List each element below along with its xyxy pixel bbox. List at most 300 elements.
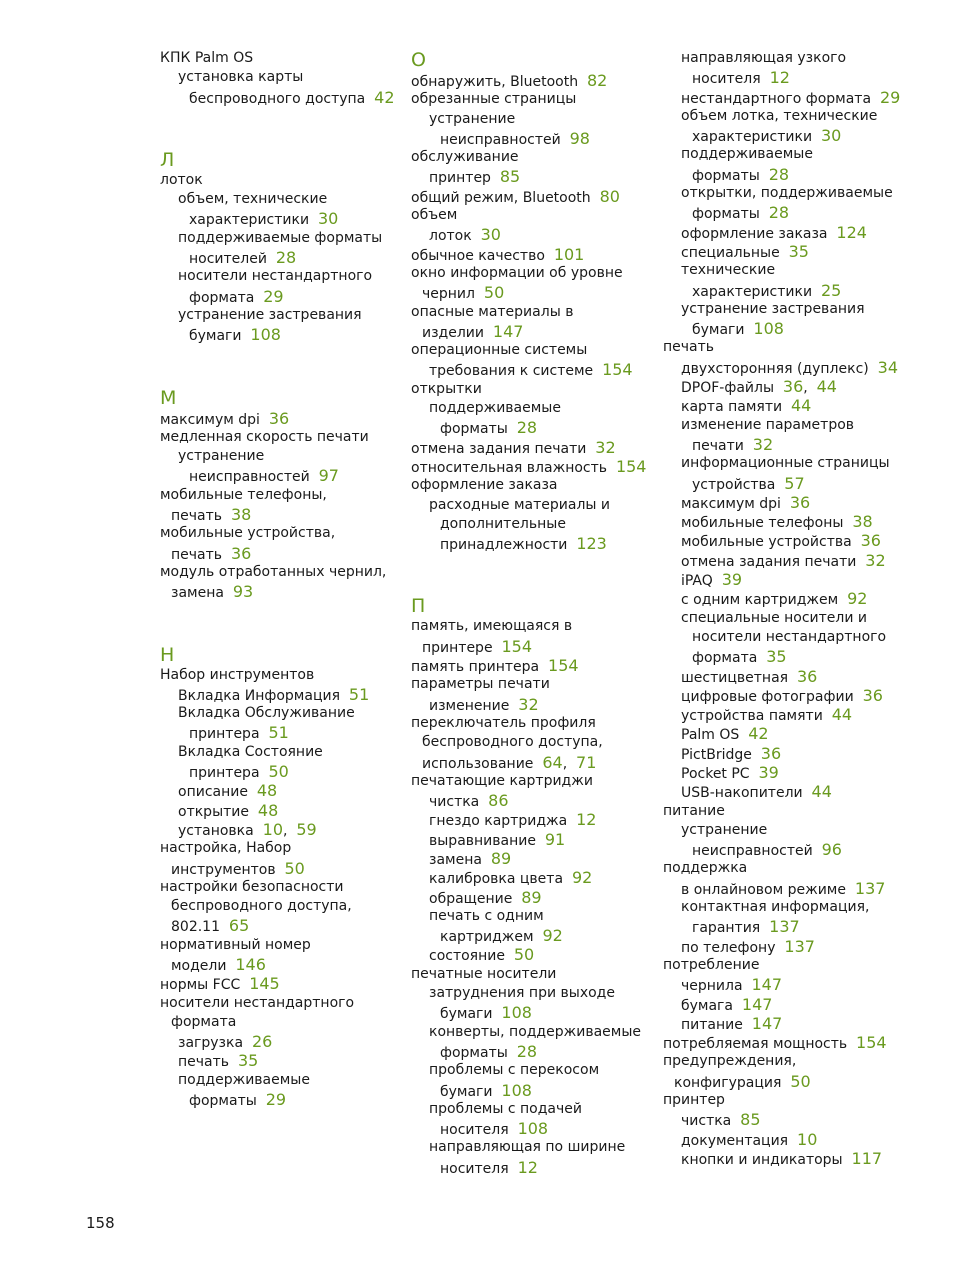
index-entry bbox=[663, 223, 903, 242]
page-reference-link[interactable]: 123 bbox=[576, 534, 607, 554]
index-entry bbox=[411, 399, 651, 418]
index-entry bbox=[411, 637, 651, 656]
section-letter: Н bbox=[160, 643, 175, 666]
index-term: носителя bbox=[440, 1122, 509, 1139]
index-entry bbox=[160, 524, 392, 543]
index-term: специальные носители и bbox=[681, 609, 868, 626]
page-reference-link[interactable]: 154 bbox=[548, 656, 579, 676]
index-entry bbox=[160, 916, 392, 935]
index-entry bbox=[663, 724, 903, 743]
page-reference-link[interactable]: 35 bbox=[766, 647, 787, 667]
page-reference-link[interactable]: 12 bbox=[576, 810, 597, 830]
page-reference-link[interactable]: 92 bbox=[847, 589, 868, 609]
index-term: питание bbox=[681, 1016, 743, 1033]
index-term: принтер bbox=[429, 170, 491, 187]
page-reference-link[interactable]: 36 bbox=[782, 377, 804, 397]
page-reference-link[interactable]: 91 bbox=[544, 829, 566, 849]
index-entry bbox=[663, 956, 903, 975]
index-entry bbox=[160, 1051, 392, 1070]
index-entry bbox=[411, 907, 651, 926]
index-entry bbox=[663, 454, 903, 473]
index-term: бумаги bbox=[440, 1083, 493, 1100]
page-reference-link[interactable]: 10 bbox=[797, 1129, 818, 1149]
index-term: принтера bbox=[189, 765, 260, 782]
index-entry bbox=[411, 849, 651, 868]
index-entry bbox=[663, 879, 903, 898]
index-term: относительная влажность bbox=[411, 459, 608, 476]
page-reference-link[interactable]: 35 bbox=[237, 1051, 259, 1071]
page-reference-link[interactable]: 50 bbox=[483, 283, 505, 303]
index-entry bbox=[663, 821, 903, 840]
page-reference-link[interactable]: 44 bbox=[816, 377, 837, 397]
page-reference-link[interactable]: 34 bbox=[877, 357, 898, 377]
page-reference-link[interactable]: 59 bbox=[296, 819, 317, 839]
index-entry bbox=[160, 229, 392, 248]
page-reference-link[interactable]: 28 bbox=[768, 164, 790, 184]
index-entry bbox=[160, 781, 392, 800]
index-entry bbox=[411, 206, 651, 225]
page-reference-link[interactable]: 29 bbox=[263, 286, 284, 306]
page-reference-link[interactable]: 32 bbox=[595, 437, 616, 457]
index-term: печать bbox=[178, 1054, 230, 1071]
index-term: форматы bbox=[189, 1093, 257, 1110]
page-reference-link[interactable]: 42 bbox=[748, 724, 769, 744]
index-entry bbox=[411, 1081, 651, 1100]
page-reference-link[interactable]: 137 bbox=[769, 917, 800, 937]
index-term: бумаги bbox=[692, 322, 745, 339]
page-reference-link[interactable]: 154 bbox=[501, 636, 533, 656]
index-term: открытки bbox=[411, 380, 482, 397]
page-reference-link[interactable]: 30 bbox=[820, 126, 842, 146]
page-reference-link[interactable]: 39 bbox=[758, 762, 779, 782]
index-term: память принтера bbox=[411, 659, 540, 676]
index-entry bbox=[411, 245, 651, 264]
page-reference-link[interactable]: 57 bbox=[784, 473, 805, 493]
index-entry bbox=[160, 994, 392, 1013]
page-reference-link[interactable]: 147 bbox=[751, 1013, 783, 1033]
index-entry bbox=[160, 743, 392, 762]
index-term: Набор инструментов bbox=[160, 666, 315, 683]
section-gap bbox=[160, 345, 392, 387]
page-reference-link[interactable]: 51 bbox=[348, 684, 370, 704]
index-term: замена bbox=[429, 851, 482, 868]
index-entry bbox=[411, 303, 651, 322]
index-entry bbox=[411, 225, 651, 244]
index-term: печати bbox=[692, 437, 744, 454]
page-reference-link[interactable]: 51 bbox=[268, 723, 289, 743]
index-entry bbox=[411, 360, 651, 379]
index-term: нестандартного формата bbox=[681, 90, 872, 107]
index-term: направляющая по ширине bbox=[429, 1139, 626, 1156]
index-term: настройки безопасности bbox=[160, 878, 344, 895]
index-entry bbox=[160, 955, 392, 974]
index-term: бумага bbox=[681, 997, 733, 1014]
section-letter: М bbox=[160, 386, 177, 409]
page-reference-link[interactable]: 36 bbox=[796, 666, 818, 686]
index-term: формата bbox=[189, 289, 255, 306]
index-term: устранение bbox=[178, 448, 265, 465]
index-term: нормативный номер bbox=[160, 936, 311, 953]
index-term: обращение bbox=[429, 890, 513, 907]
page-reference-link[interactable]: 44 bbox=[790, 396, 812, 416]
index-term: установка карты bbox=[178, 69, 304, 86]
index-term: характеристики bbox=[692, 283, 813, 300]
index-entry bbox=[160, 49, 392, 68]
index-entry bbox=[411, 1138, 651, 1157]
index-entry bbox=[160, 267, 392, 286]
page-reference-link[interactable]: 108 bbox=[517, 1119, 549, 1139]
index-entry bbox=[411, 457, 651, 476]
page-reference-link[interactable]: 71 bbox=[576, 752, 597, 772]
index-term: мобильные телефоны, bbox=[160, 486, 327, 503]
index-entry bbox=[411, 110, 651, 129]
index-term: DPOF-файлы bbox=[681, 380, 774, 397]
page-reference-link[interactable]: 96 bbox=[821, 840, 842, 860]
page-reference-link[interactable]: 93 bbox=[232, 582, 254, 602]
index-term: беспроводного доступа, bbox=[422, 734, 603, 751]
index-entry bbox=[663, 937, 903, 956]
index-term: расходные материалы и bbox=[429, 496, 610, 513]
index-term: опасные материалы в bbox=[411, 303, 574, 320]
page-reference-link[interactable]: 82 bbox=[587, 71, 608, 90]
page-reference-link[interactable]: 28 bbox=[516, 418, 538, 438]
page-reference-link[interactable]: 28 bbox=[275, 248, 297, 268]
page-reference-link[interactable]: 147 bbox=[741, 994, 773, 1014]
page-reference-link[interactable]: 101 bbox=[553, 244, 585, 264]
index-entry bbox=[663, 474, 903, 493]
page-reference-link[interactable]: 35 bbox=[788, 241, 809, 261]
index-term: загрузка bbox=[178, 1035, 244, 1052]
page-reference-link[interactable]: 65 bbox=[228, 916, 250, 936]
page-reference-link[interactable]: 10 bbox=[262, 819, 283, 839]
index-term: носители нестандартного bbox=[160, 994, 355, 1011]
index-entry bbox=[411, 90, 651, 109]
index-entry bbox=[663, 531, 903, 550]
page-reference-link[interactable]: 145 bbox=[249, 974, 280, 994]
page-reference-link[interactable]: 86 bbox=[488, 791, 509, 811]
page-reference-link[interactable]: 50 bbox=[268, 762, 289, 782]
index-term: медленная скорость печати bbox=[160, 428, 369, 445]
page-reference-link[interactable]: 108 bbox=[753, 319, 784, 339]
section-letter: П bbox=[411, 595, 426, 618]
index-term: 802.11 bbox=[171, 919, 220, 936]
index-term: информационные страницы bbox=[681, 455, 890, 472]
index-entry bbox=[160, 704, 392, 723]
index-entry bbox=[663, 975, 903, 994]
page-reference-link[interactable]: 12 bbox=[517, 1157, 538, 1177]
page-reference-link[interactable]: 92 bbox=[571, 868, 593, 888]
index-entry bbox=[160, 1071, 392, 1090]
index-term: устранение bbox=[681, 821, 768, 838]
index-entry bbox=[663, 609, 903, 628]
index-entry bbox=[411, 926, 651, 945]
page-reference-link[interactable]: 44 bbox=[831, 705, 853, 725]
section-letter: О bbox=[411, 49, 426, 71]
page-reference-link[interactable]: 29 bbox=[265, 1090, 287, 1110]
index-entry bbox=[663, 744, 903, 763]
index-entry bbox=[663, 242, 903, 261]
index-term: принадлежности bbox=[440, 537, 568, 554]
page-reference-link[interactable]: 28 bbox=[516, 1041, 538, 1061]
page-reference-link[interactable]: 25 bbox=[820, 280, 842, 300]
index-entry bbox=[160, 306, 392, 325]
index-term: неисправностей bbox=[440, 131, 561, 148]
page-reference-link[interactable]: 30 bbox=[480, 225, 501, 245]
index-term: неисправностей bbox=[189, 469, 310, 486]
page-reference-link[interactable]: 147 bbox=[751, 975, 783, 995]
page-reference-link[interactable]: 36 bbox=[862, 685, 883, 705]
index-entry bbox=[663, 493, 903, 512]
index-entry bbox=[411, 868, 651, 887]
page-reference-link[interactable]: 42 bbox=[374, 87, 395, 107]
index-term: устройства памяти bbox=[681, 708, 823, 725]
index-entry bbox=[411, 148, 651, 167]
index-column-3 bbox=[663, 49, 903, 1168]
index-entry bbox=[160, 839, 392, 858]
page-reference-link[interactable]: 108 bbox=[250, 325, 281, 345]
index-term: Pocket PC bbox=[681, 765, 750, 782]
index-term: чернил bbox=[422, 286, 475, 303]
index-term: оформление заказа bbox=[681, 225, 828, 242]
index-entry bbox=[663, 686, 903, 705]
index-term: лоток bbox=[160, 171, 203, 188]
page-reference-link[interactable]: 64 bbox=[542, 752, 563, 772]
index-entry bbox=[411, 1119, 651, 1138]
page-reference-link[interactable]: 89 bbox=[521, 887, 542, 907]
index-entry bbox=[663, 1072, 903, 1091]
index-term: замена bbox=[171, 585, 224, 602]
section-gap bbox=[160, 107, 392, 149]
page-reference-link[interactable]: 154 bbox=[856, 1033, 887, 1053]
page-reference-link[interactable]: 36 bbox=[789, 492, 811, 512]
page-reference-link[interactable]: 32 bbox=[865, 550, 886, 570]
index-entry bbox=[663, 435, 903, 454]
index-term: печать с одним bbox=[429, 907, 544, 924]
page-reference-link[interactable]: 154 bbox=[602, 360, 633, 380]
index-entry bbox=[411, 772, 651, 791]
page-reference-link[interactable]: 39 bbox=[721, 570, 743, 590]
page-reference-link[interactable]: 48 bbox=[256, 781, 278, 801]
index-term: конфигурация bbox=[674, 1074, 782, 1091]
page-reference-link[interactable]: 36 bbox=[268, 408, 290, 428]
index-term: характеристики bbox=[189, 212, 310, 229]
index-term: изменение bbox=[429, 697, 510, 714]
index-term: изделии bbox=[422, 324, 484, 341]
index-term: технические bbox=[681, 262, 776, 279]
page-reference-link[interactable]: 85 bbox=[740, 1110, 761, 1130]
page-reference-link[interactable]: 137 bbox=[854, 878, 886, 898]
index-entry bbox=[411, 71, 651, 90]
index-entry bbox=[160, 466, 392, 485]
index-term: проблемы с подачей bbox=[429, 1100, 582, 1117]
page-reference-link[interactable]: 98 bbox=[569, 128, 590, 148]
index-entry bbox=[663, 1014, 903, 1033]
index-entry bbox=[160, 666, 392, 685]
index-term: объем bbox=[411, 207, 458, 224]
index-entry bbox=[411, 1061, 651, 1080]
index-column-1 bbox=[160, 49, 395, 1110]
page-reference-link[interactable]: 12 bbox=[769, 68, 790, 88]
page-reference-link[interactable]: 38 bbox=[852, 512, 873, 532]
section-letter: Л bbox=[160, 148, 175, 171]
page-reference-link[interactable]: 26 bbox=[251, 1032, 273, 1052]
index-entry bbox=[411, 129, 651, 148]
index-term: носителя bbox=[440, 1160, 509, 1177]
page-reference-link[interactable]: 29 bbox=[879, 87, 901, 107]
index-entry bbox=[160, 68, 392, 87]
index-entry bbox=[160, 505, 392, 524]
page-reference-link[interactable]: 30 bbox=[317, 209, 339, 229]
page-reference-link[interactable]: 108 bbox=[501, 1080, 532, 1100]
index-term: питание bbox=[663, 802, 725, 819]
index-term: КПК Palm OS bbox=[160, 50, 254, 66]
page-reference-link[interactable]: 50 bbox=[513, 945, 535, 965]
index-term: принтер bbox=[663, 1092, 725, 1109]
index-entry bbox=[411, 733, 651, 752]
page-reference-link[interactable]: 108 bbox=[501, 1003, 532, 1023]
index-term: поддерживаемые bbox=[429, 400, 561, 417]
index-term: печать bbox=[171, 546, 223, 563]
index-term: гнездо картриджа bbox=[429, 813, 568, 830]
index-entry bbox=[663, 358, 903, 377]
index-entry bbox=[411, 438, 651, 457]
index-term: печать bbox=[171, 508, 223, 525]
page-reference-link[interactable]: 50 bbox=[284, 858, 305, 878]
index-entry bbox=[411, 1003, 651, 1022]
index-term: форматы bbox=[692, 167, 760, 184]
index-entry bbox=[160, 428, 392, 447]
index-term: печатающие картриджи bbox=[411, 772, 593, 789]
index-term: нормы FCC bbox=[160, 977, 241, 994]
page-reference-link[interactable]: 89 bbox=[490, 848, 512, 868]
index-term: лоток bbox=[429, 228, 472, 245]
page-reference-link[interactable]: 44 bbox=[811, 782, 832, 802]
page-reference-link[interactable]: 36 bbox=[860, 531, 881, 551]
index-term: цифровые фотографии bbox=[681, 688, 854, 705]
index-entry bbox=[663, 1130, 903, 1149]
index-entry bbox=[411, 496, 651, 515]
index-entry bbox=[663, 88, 903, 107]
index-term: чистка bbox=[429, 794, 480, 811]
index-entry bbox=[160, 171, 392, 190]
index-term: специальные bbox=[681, 244, 780, 261]
index-term: PictBridge bbox=[681, 746, 752, 763]
index-entry bbox=[663, 898, 903, 917]
index-entry bbox=[160, 723, 392, 742]
index-term: потребляемая мощность bbox=[663, 1036, 848, 1053]
index-entry bbox=[663, 396, 903, 415]
page-reference-link[interactable]: 36 bbox=[760, 743, 782, 763]
index-entry bbox=[160, 1032, 392, 1051]
index-entry bbox=[663, 49, 903, 68]
index-entry bbox=[663, 859, 903, 878]
index-entry bbox=[663, 145, 903, 164]
index-entry bbox=[663, 1033, 903, 1052]
index-entry bbox=[411, 418, 651, 437]
index-term: переключатель профиля bbox=[411, 714, 596, 731]
index-entry bbox=[411, 1023, 651, 1042]
index-entry: использование 64, 71 bbox=[422, 752, 597, 772]
index-entry bbox=[160, 974, 392, 993]
index-entry bbox=[160, 287, 392, 306]
page-reference-link[interactable]: 85 bbox=[499, 167, 521, 187]
index-term: принтера bbox=[189, 726, 260, 743]
index-term: изменение параметров bbox=[681, 416, 855, 433]
page-reference-link[interactable]: 28 bbox=[768, 203, 790, 223]
index-entry bbox=[411, 888, 651, 907]
index-entry bbox=[160, 544, 392, 563]
index-term: печать bbox=[663, 339, 715, 356]
index-entry bbox=[663, 589, 903, 608]
index-entry bbox=[411, 264, 651, 283]
page-reference-link[interactable]: 48 bbox=[257, 800, 279, 820]
index-entry bbox=[663, 628, 903, 647]
page-reference-link[interactable]: 50 bbox=[790, 1071, 811, 1091]
page-reference-link[interactable]: 80 bbox=[599, 186, 620, 206]
page-reference-link[interactable]: 32 bbox=[752, 434, 774, 454]
index-term: мобильные телефоны bbox=[681, 515, 844, 532]
page-reference-link[interactable]: 92 bbox=[542, 926, 563, 946]
index-entry bbox=[663, 570, 903, 589]
index-entry bbox=[663, 416, 903, 435]
index-term: установка bbox=[178, 822, 254, 839]
index-entry bbox=[411, 984, 651, 1003]
index-term: модуль отработанных чернил, bbox=[160, 563, 387, 580]
index-term: мобильные устройства bbox=[681, 534, 852, 551]
page-reference-link[interactable]: 38 bbox=[230, 505, 252, 525]
index-term: Вкладка Состояние bbox=[178, 743, 323, 760]
index-entry bbox=[411, 1100, 651, 1119]
index-term: направляющая узкого bbox=[681, 50, 847, 66]
page-reference-link[interactable]: 97 bbox=[318, 466, 339, 486]
index-entry bbox=[411, 945, 651, 964]
index-entry bbox=[411, 617, 651, 636]
page-reference-link[interactable]: 146 bbox=[235, 954, 266, 974]
page-reference-link[interactable]: 32 bbox=[518, 694, 539, 714]
index-term: объем, технические bbox=[178, 191, 328, 208]
index-term: потребление bbox=[663, 956, 760, 973]
index-entry bbox=[663, 647, 903, 666]
index-entry bbox=[663, 782, 903, 801]
index-term: максимум dpi bbox=[681, 495, 781, 512]
index-entry bbox=[411, 791, 651, 810]
index-entry bbox=[663, 763, 903, 782]
index-entry bbox=[160, 685, 392, 704]
index-term: беспроводного доступа bbox=[189, 90, 366, 107]
index-term: характеристики bbox=[692, 129, 813, 146]
page-reference-link[interactable]: 154 bbox=[615, 456, 647, 476]
page-reference-link[interactable]: 36 bbox=[230, 543, 252, 563]
index-entry bbox=[663, 840, 903, 859]
index-entry: установка 10, 59 bbox=[178, 819, 317, 839]
index-term: в онлайновом режиме bbox=[681, 881, 846, 898]
index-term: карта памяти bbox=[681, 399, 783, 416]
index-term: формата bbox=[692, 650, 758, 667]
index-entry bbox=[160, 897, 392, 916]
index-term: максимум dpi bbox=[160, 411, 260, 428]
page-reference-link[interactable]: 147 bbox=[492, 321, 524, 341]
index-entry bbox=[663, 667, 903, 686]
index-term: форматы bbox=[440, 1044, 508, 1061]
page-reference-link[interactable]: 124 bbox=[836, 222, 867, 242]
index-entry bbox=[411, 283, 651, 302]
index-entry bbox=[411, 322, 651, 341]
page-reference-link[interactable]: 137 bbox=[784, 936, 815, 956]
page-reference-link[interactable]: 117 bbox=[851, 1148, 883, 1168]
index-entry bbox=[160, 486, 392, 505]
index-term: носителя bbox=[692, 71, 761, 88]
index-term: iPAQ bbox=[681, 573, 713, 590]
